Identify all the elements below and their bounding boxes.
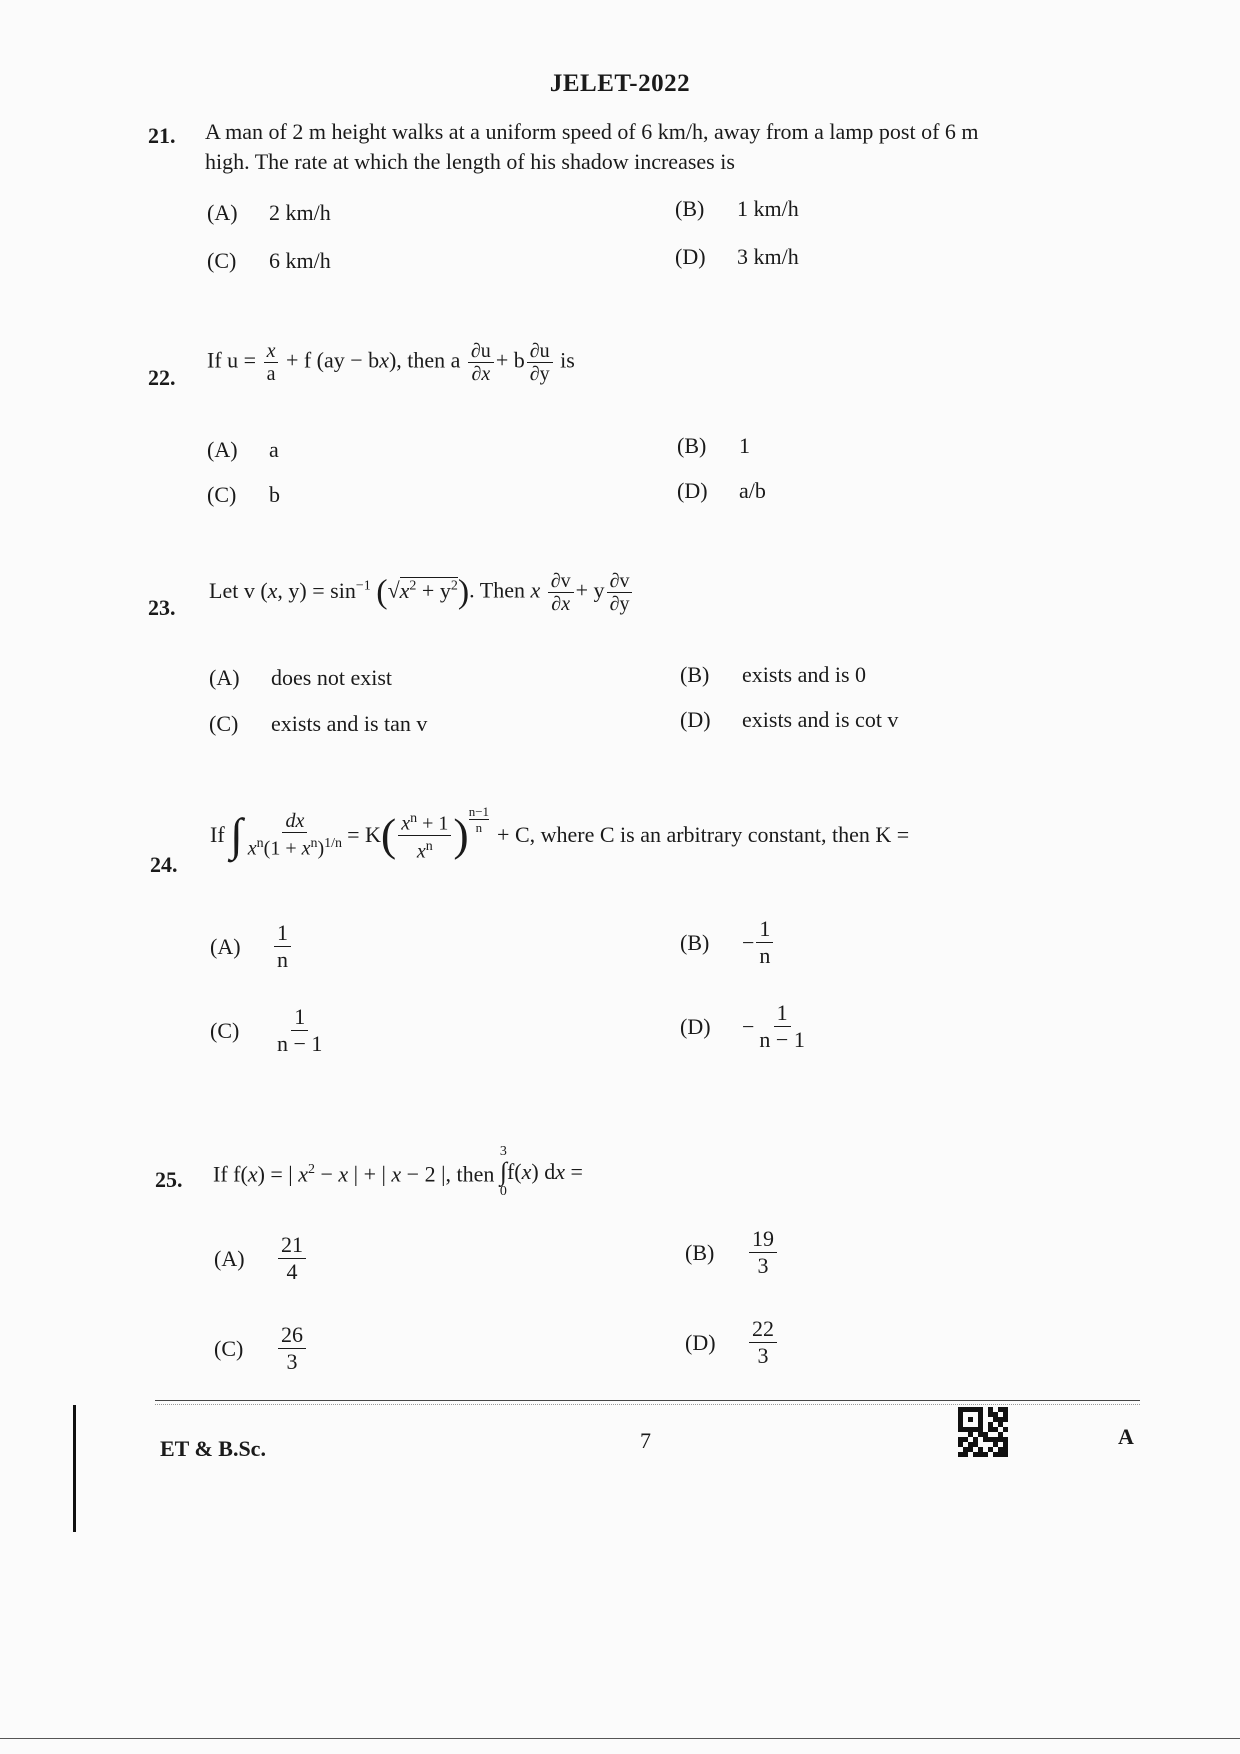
option-value: exists and is tan v <box>271 711 428 736</box>
option-value: a/b <box>739 478 766 503</box>
option-label: (A) <box>209 665 240 690</box>
option-label: (A) <box>214 1245 245 1271</box>
option-21-b[interactable] <box>675 196 799 222</box>
question-text-23: Let v (x, $y) = \sin^{-1} (√x^2 + y^2)$. Then x $\frac{\partial v}{\partial x}$ + y $\frac{\partial v}{\partial y}$ <box>209 570 634 615</box>
option-25-b[interactable] <box>685 1226 779 1279</box>
option-25-a[interactable] <box>214 1232 308 1285</box>
option-value: $\frac{21}{4}$ <box>278 1232 306 1285</box>
option-label: (C) <box>209 711 239 736</box>
footer-rule-dotted <box>155 1404 1140 1405</box>
option-label: (D) <box>680 707 711 732</box>
footer-page-number: 7 <box>640 1428 651 1453</box>
option-label: (A) <box>207 200 238 225</box>
question-number-25: 25. <box>155 1167 183 1192</box>
option-label: (A) <box>207 437 238 462</box>
option-label: (B) <box>675 196 705 221</box>
option-25-c[interactable] <box>214 1322 308 1375</box>
option-21-c[interactable] <box>207 248 331 274</box>
option-value: b <box>269 482 280 507</box>
question-text-21-line2: high. The rate at which the length of his shadow increases is <box>205 149 735 174</box>
option-value: 6 km/h <box>269 248 331 273</box>
option-label: (B) <box>680 929 710 955</box>
option-value: exists and is cot v <box>742 707 899 732</box>
option-22-a[interactable] <box>207 437 279 463</box>
question-number-21: 21. <box>148 123 176 148</box>
question-text-24: If ∫ $\frac{dx}{x^n(1 + x^n)^{1/n}}$ = K ( $\frac{x^n + 1}{x^n}$ ) n−1 n + C, where C is an arbitrary constant, then K = <box>210 804 910 863</box>
option-label: (B) <box>677 433 707 458</box>
option-value: $\frac{1}{n}$ <box>274 920 291 973</box>
option-label: (D) <box>685 1329 716 1355</box>
option-value: $\frac{26}{3}$ <box>278 1322 306 1375</box>
question-number-22: 22. <box>148 365 176 390</box>
option-label: (C) <box>210 1017 240 1043</box>
option-23-b[interactable] <box>680 662 866 688</box>
option-label: (A) <box>210 933 241 959</box>
question-number-23: 23. <box>148 595 176 620</box>
option-value: does not exist <box>271 665 392 690</box>
question-text-25: If f(x) = | $x^2 - x$ | + | x − 2 |, then 3 ∫ 0 f(x) dx = <box>213 1144 583 1199</box>
scan-margin-mark <box>73 1405 76 1532</box>
footer-set-code: A <box>1118 1424 1134 1449</box>
option-21-d[interactable] <box>675 244 799 270</box>
option-value: $\frac{19}{3}$ <box>749 1226 777 1279</box>
option-24-a[interactable] <box>210 920 293 973</box>
option-value: 2 km/h <box>269 200 331 225</box>
option-value: $\frac{22}{3}$ <box>749 1316 777 1369</box>
option-label: (C) <box>214 1335 244 1361</box>
option-label: (C) <box>207 248 237 273</box>
question-number-24: 24. <box>150 852 178 877</box>
option-23-d[interactable] <box>680 707 898 733</box>
option-25-d[interactable] <box>685 1316 779 1369</box>
footer-course: ET & B.Sc. <box>160 1436 266 1461</box>
option-22-c[interactable] <box>207 482 280 508</box>
question-text-21-line1: A man of 2 m height walks at a uniform speed of 6 km/h, away from a lamp post of 6 m <box>205 119 979 144</box>
option-value: $\frac{1}{n - 1}$ <box>759 1000 805 1052</box>
option-value: a <box>269 437 279 462</box>
footer-rule <box>155 1400 1140 1401</box>
option-value: $\frac{1}{n}$ <box>756 916 773 969</box>
exam-title: JELET-2022 <box>549 70 691 97</box>
qr-code-icon <box>958 1407 1008 1457</box>
question-24-tail: + C, where C is an arbitrary constant, then K = <box>497 822 910 848</box>
option-24-d[interactable]: (D) − $\frac{1}{n - 1}$ <box>680 1000 810 1053</box>
question-text-21 <box>205 117 1125 177</box>
option-value: exists and is 0 <box>742 662 867 687</box>
option-22-d[interactable] <box>677 478 766 504</box>
option-label: (D) <box>680 1013 711 1039</box>
option-24-b[interactable]: (B) − $\frac{1}{n}$ <box>680 916 775 969</box>
option-24-c[interactable] <box>210 1004 327 1057</box>
option-value: $\frac{1}{n - 1}$ <box>277 1004 323 1056</box>
question-text-22: If u = $\frac{x}{a}$ + f (ay − bx), then a $\frac{\partial u}{\partial x}$ + b $\frac{\partial u}{\partial y}$ is <box>207 340 575 385</box>
option-23-a[interactable] <box>209 665 392 691</box>
option-22-b[interactable] <box>677 433 750 459</box>
option-value: 1 <box>739 433 750 458</box>
option-label: (B) <box>680 662 710 687</box>
option-label: (B) <box>685 1239 715 1265</box>
option-23-c[interactable] <box>209 711 427 737</box>
option-value: 3 km/h <box>737 244 799 269</box>
option-21-a[interactable] <box>207 200 331 226</box>
option-label: (C) <box>207 482 237 507</box>
option-label: (D) <box>677 478 708 503</box>
option-value: 1 km/h <box>737 196 799 221</box>
option-label: (D) <box>675 244 706 269</box>
bottom-scan-edge <box>0 1738 1240 1739</box>
